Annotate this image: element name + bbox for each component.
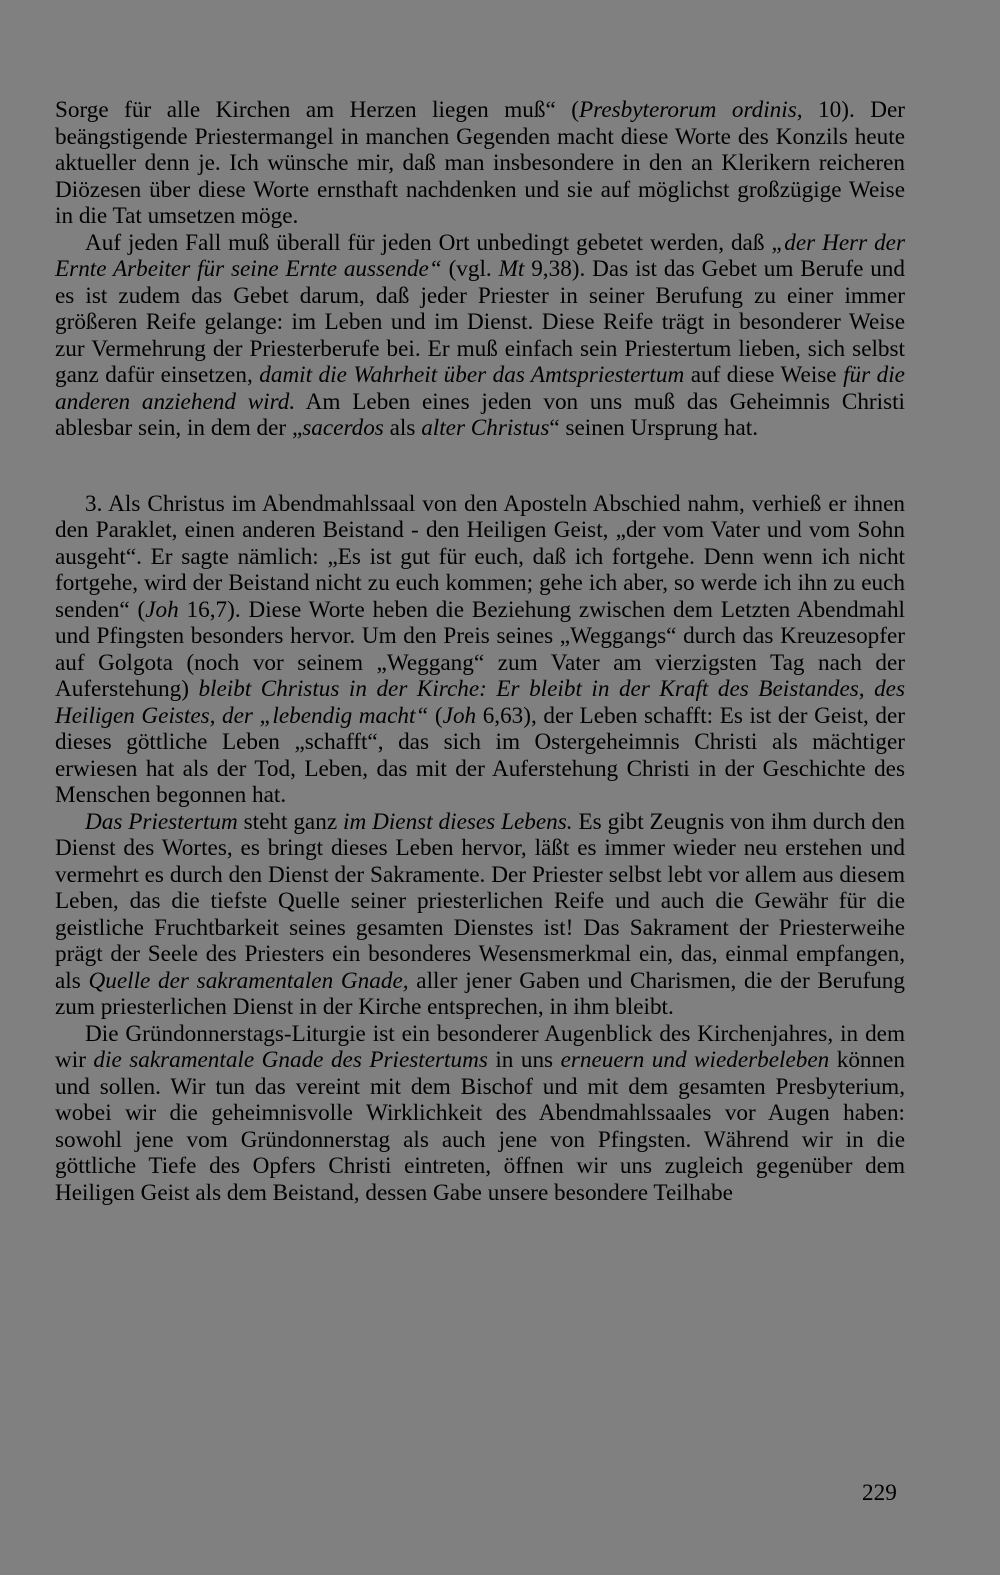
text-run: in uns — [487, 1047, 561, 1073]
text-run: (vgl. — [441, 256, 499, 282]
section-gap — [55, 442, 905, 491]
text-run: auf diese Weise — [684, 362, 844, 388]
italic-text: bleibt Christus in der Kirche: Er bleibt in der Kraft des Beistandes, des Heiligen Geistes, der „lebendig macht“ — [55, 676, 905, 729]
text-run: 10). Der beängstigende Priestermangel in manchen Gegenden macht diese Worte des Konzils heute aktueller denn je. Ich wünsche mir, daß man insbesondere in den an Klerikern reicheren Diözesen über diese Worte ernsthaft nachdenken und sie auf möglichst großzügige Weise in die Tat umsetzen möge. — [55, 97, 905, 229]
paragraph-3 — [55, 491, 905, 809]
page-number: 229 — [862, 1480, 897, 1506]
italic-text: damit die Wahrheit über das Amtspriestertum — [259, 362, 685, 388]
italic-text: Presbyterorum ordinis, — [579, 97, 803, 123]
italic-text: erneuern und wiederbeleben — [560, 1047, 830, 1073]
italic-text: Joh — [442, 702, 477, 729]
text-run: “ seinen Ursprung hat. — [549, 415, 759, 441]
italic-text: Joh — [145, 596, 179, 623]
text-run: Es gibt Zeugnis von ihm durch den Dienst des Wortes, es bringt dieses Leben hervor, läßt es immer wieder neu erstehen und vermehrt es durch den Dienst der Sakramente. Der Priester selbst lebt vor allem aus diesem Leben, das die tiefste Quelle seiner priesterlichen Reife und auch die Gewähr für die geistliche Fruchtbarkeit seines gesamten Dienstes ist! Das Sakrament der Priesterweihe prägt der Seele des Priesters ein besonderes Wesensmerkmal ein, das, einmal empfangen, als — [55, 808, 905, 994]
italic-text: alter Christus — [421, 415, 550, 441]
text-run: aller jener Gaben und Charismen, die der Berufung zum priesterlichen Dienst in der Kirche entsprechen, in ihm bleibt. — [55, 967, 905, 1020]
italic-text: Quelle der sakramentalen Gnade, — [88, 967, 409, 994]
text-run: 16,7). Diese Worte heben die Beziehung zwischen dem Letzten Abendmahl und Pfingsten besonders hervor. Um den Preis seines „Weggangs“ durch das Kreuzesopfer auf Golgota (noch vor seinem „Weggang“ zum Vater am vierzigsten Tag nach der Auferstehung) — [55, 596, 905, 702]
text-run: können und sollen. Wir tun das vereint mit dem Bischof und mit dem gesamten Presbyterium, wobei wir die geheimnisvolle Wirklichkeit des Abendmahlssaales vor Augen haben: sowohl jene vom Gründonnerstag als auch jene von Pfingsten. Während wir in die göttliche Tiefe des Opfers Christi eintreten, öffnen wir uns zugleich gegenüber dem Heiligen Geist als dem Beistand, dessen Gabe unsere besondere Teilhabe — [55, 1047, 905, 1206]
text-run: Am Leben eines jeden von uns muß das Geheimnis Christi ablesbar sein, in dem der „ — [55, 388, 905, 441]
text-run: 6,63), der Leben schafft: Es ist der Geist, der dieses göttliche Leben „schafft“, das sich im Ostergeheimnis Christi als mächtiger erwiesen hat als der Tod, Leben, das mit der Auferstehung Christi in der Geschichte des Menschen begonnen hat. — [55, 702, 905, 808]
italic-text: Das Priestertum — [85, 808, 238, 835]
text-run: steht ganz — [237, 808, 344, 835]
text-run: als — [383, 415, 422, 441]
italic-text: im Dienst dieses Lebens. — [343, 808, 573, 835]
text-run: Sorge für alle Kirchen am Herzen liegen muß“ ( — [55, 97, 579, 123]
text-run: Die Gründonnerstags-Liturgie ist ein besonderer Augenblick des Kirchenjahres, in dem wir — [55, 1020, 905, 1073]
text-run: 3. Als Christus im Abendmahlssaal von den Aposteln Abschied nahm, verhieß er ihnen den Paraklet, einen anderen Beistand - den Heiligen Geist, „der vom Vater und vom Sohn ausgeht“. Er sagte nämlich: „Es ist gut für euch, daß ich fortgehe. Denn wenn ich nicht fortgehe, wird der Beistand nicht zu euch kommen; gehe ich aber, so werde ich ihn zu euch senden“ ( — [55, 490, 905, 623]
paragraph-4 — [55, 809, 905, 1021]
text-run: ( — [428, 702, 443, 729]
italic-text: „der Herr der Ernte Arbeiter für seine Ernte aussende“ — [55, 229, 905, 282]
paragraph-5 — [55, 1021, 905, 1207]
text-run: 9,38). Das ist das Gebet um Berufe und es ist zudem das Gebet darum, daß jeder Priester in seiner Berufung zu einer immer größeren Reife gelange: im Leben und im Dienst. Diese Reife trägt in besonderer Weise zur Vermehrung der Priesterberufe bei. Er muß einfach sein Priestertum lieben, sich selbst ganz dafür einsetzen, — [55, 256, 905, 388]
page-body — [55, 97, 905, 1206]
paragraph-1 — [55, 97, 905, 230]
italic-text: Mt — [498, 256, 525, 282]
italic-text: sacerdos — [302, 415, 384, 441]
italic-text: für die anderen anziehend wird. — [55, 362, 905, 415]
paragraph-2 — [55, 230, 905, 442]
text-run: Auf jeden Fall muß überall für jeden Ort unbedingt gebetet werden, daß — [85, 229, 772, 256]
italic-text: die sakramentale Gnade des Priestertums — [93, 1047, 488, 1073]
